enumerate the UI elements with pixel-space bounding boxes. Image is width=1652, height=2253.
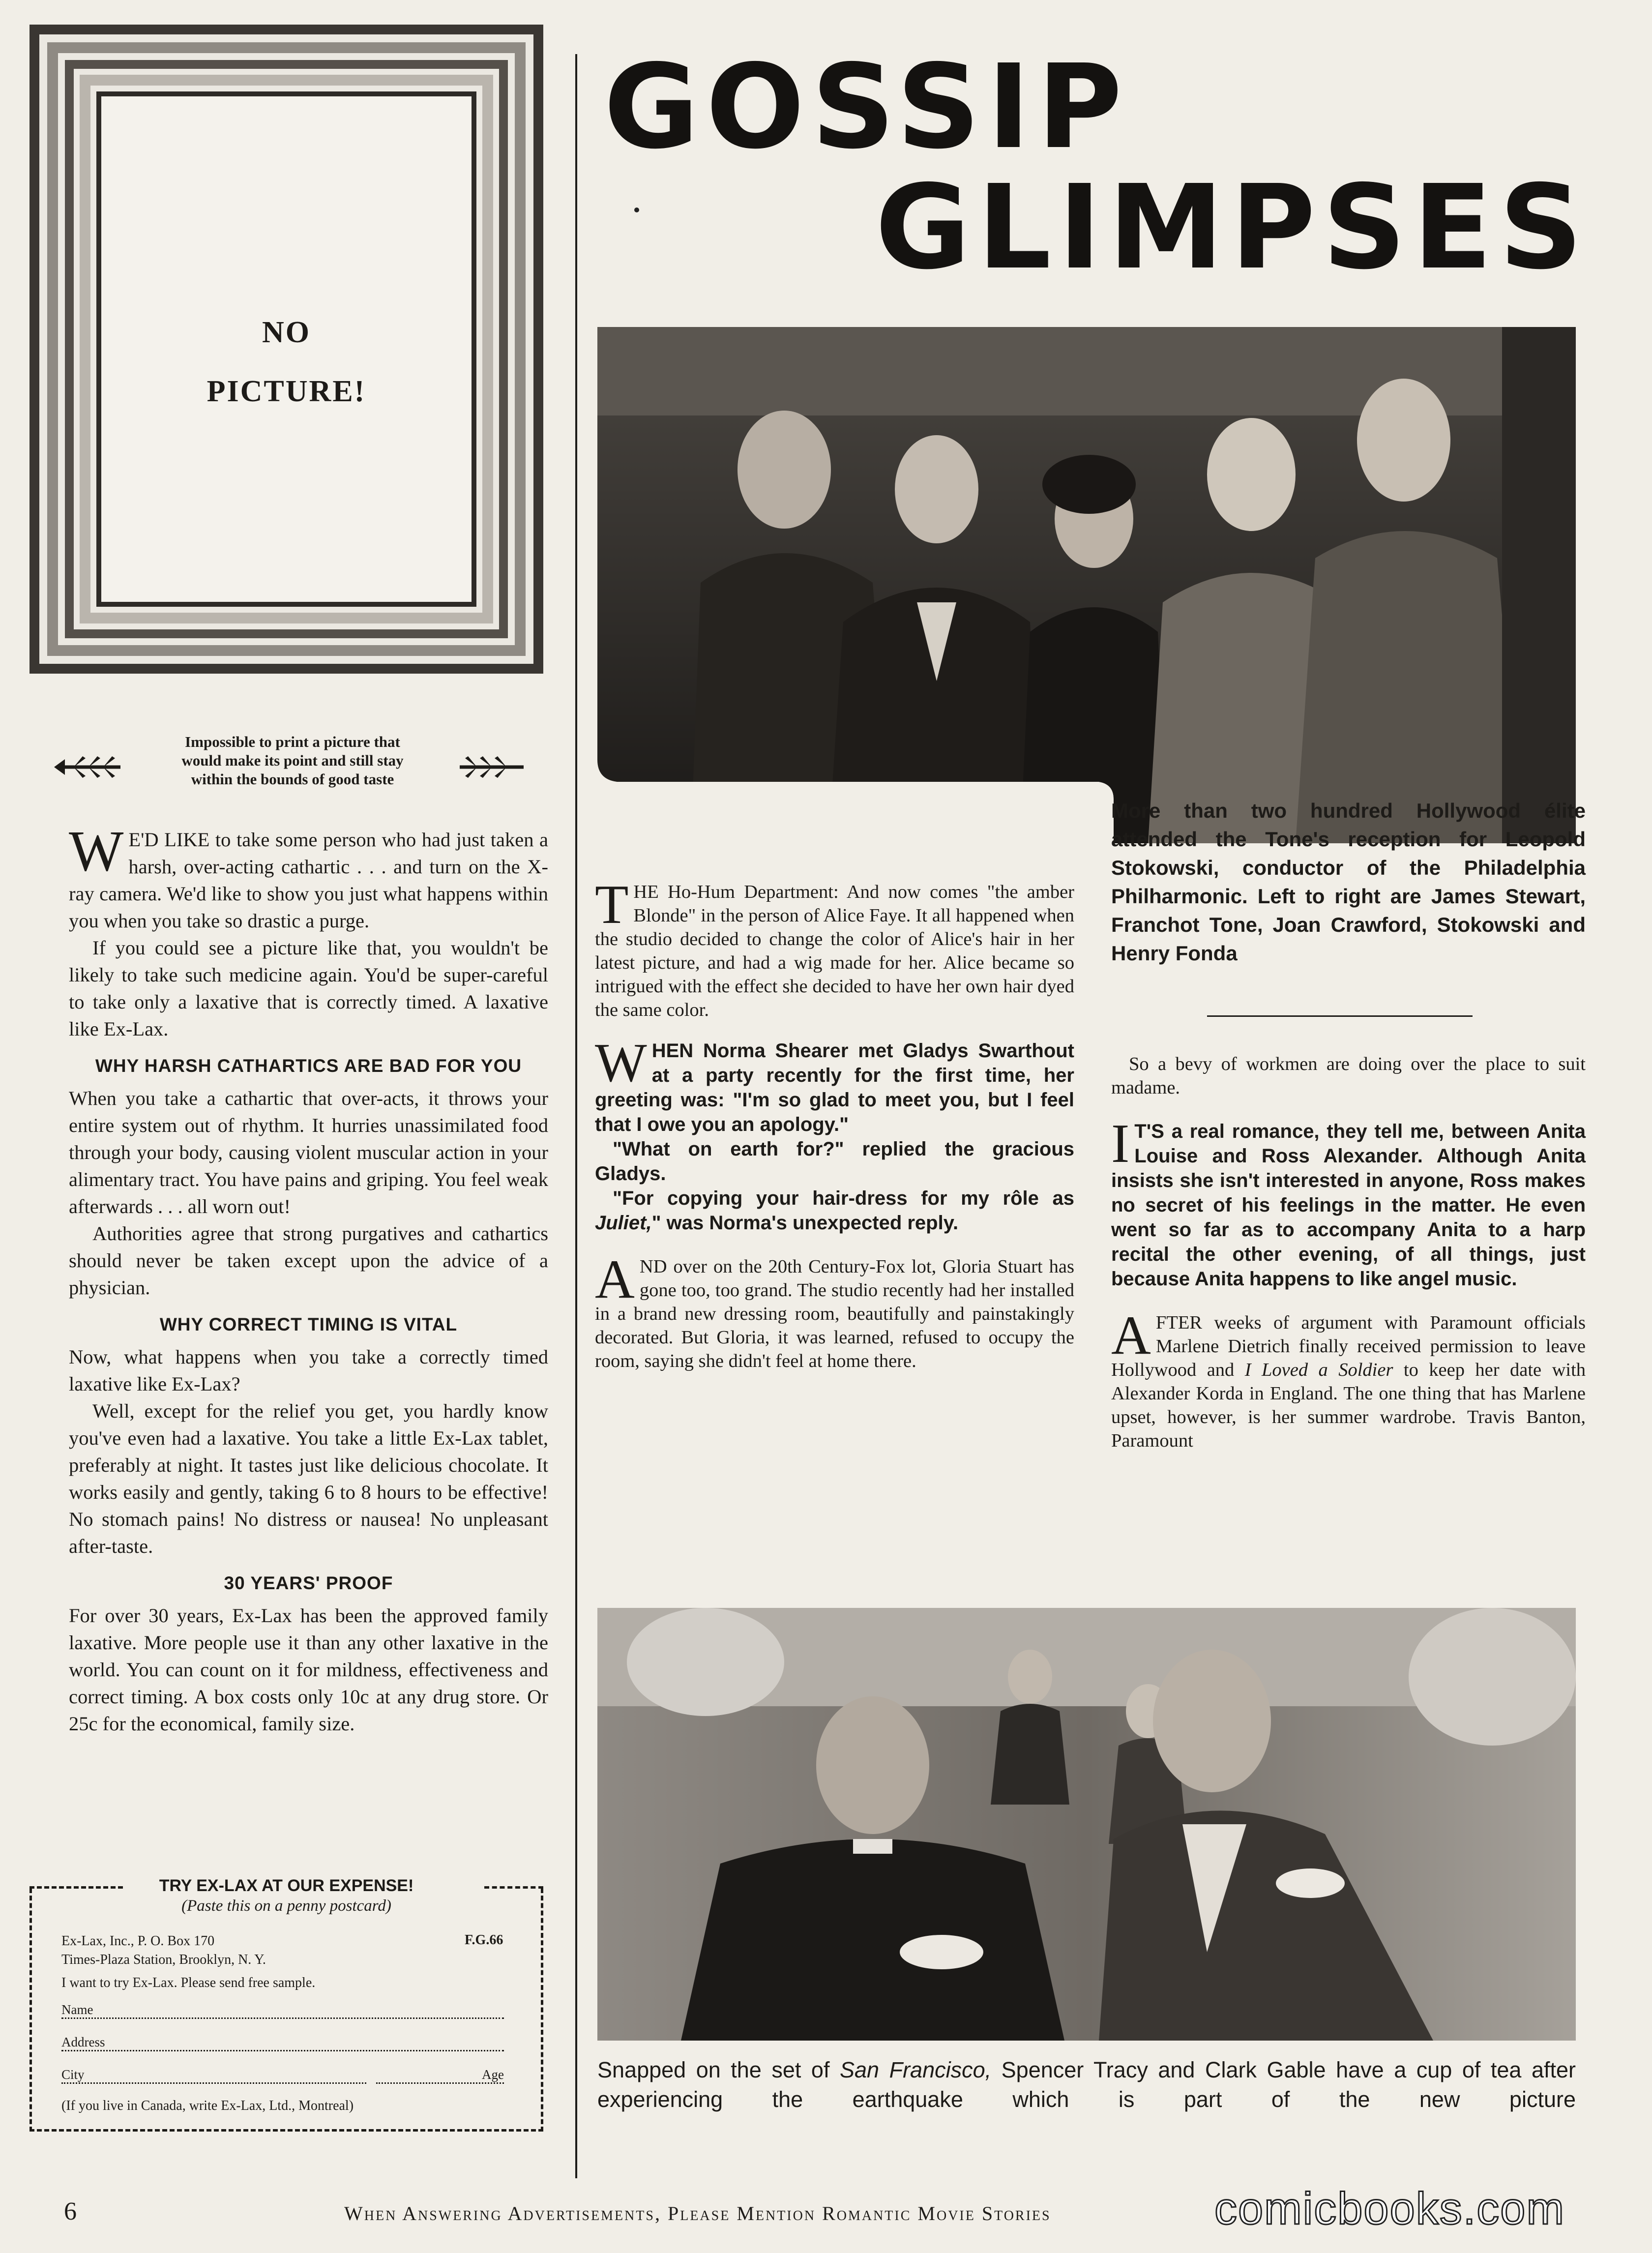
short-rule [1207,1015,1473,1017]
gossip-item: So a bevy of workmen are doing over the place to suit madame. [1111,1054,1586,1098]
coupon-subheading: (Paste this on a penny postcard) [181,1897,391,1915]
film-set-photo-caption: Snapped on the set of San Francisco, Spencer Tracy and Clark Gable have a cup of tea after experiencing the earthquake which is part of the new picture [597,2057,1576,2112]
ad-paragraph: Now, what happens when you take a correctly timed laxative like Ex-Lax? [69,1346,548,1395]
mail-in-coupon [30,1876,543,2132]
film-set-photo [597,1608,1576,2041]
ad-paragraph: When you take a cathartic that over-acts, it throws your entire system out of rhythm. It hurries unassimilated food through your body, causing violent muscular action in your alimentary tract. You have pains and griping. You feel weak afterwards . . . all worn out! [69,1087,548,1217]
coupon-age-field[interactable]: Age [376,2067,504,2084]
coupon-address-field[interactable]: Address [61,2035,504,2051]
coupon-address-line: Times-Plaza Station, Brooklyn, N. Y. [61,1952,266,1967]
coupon-address-line: Ex-Lax, Inc., P. O. Box 170 [61,1933,215,1949]
ad-paragraph: Authorities agree that strong purgatives and cathartics should never be taken except upon the advice of a physician. [69,1222,548,1299]
ad-subheading: WHY HARSH CATHARTICS ARE BAD FOR YOU [95,1056,522,1076]
page-number: 6 [64,2197,77,2225]
page-title-line-1: GOSSIP [604,39,1129,175]
footer-note: When Answering Advertisements, Please Mention Romantic Movie Stories [344,2202,1051,2224]
ad-subheading: 30 YEARS' PROOF [224,1573,393,1593]
column-divider [575,54,577,2178]
coupon-code: F.G.66 [465,1932,503,1948]
page-title-line-2: GLIMPSES [875,160,1590,295]
left-laurel-arrow-icon [54,752,123,782]
gossip-column-left [595,874,1074,1393]
watermark: comicbooks.com [1214,2184,1565,2234]
ad-subheading: WHY CORRECT TIMING IS VITAL [159,1314,458,1334]
gossip-item: AFTER weeks of argument with Paramount officials Marlene Dietrich finally received permission to leave Hollywood and I Loved a Soldier to keep her date with Alexander Korda in England. The one thing that has Marlene upset, however, is her summer wardrobe. Travis Banton, Paramount [1111,1305,1586,1451]
gossip-column-right [1111,1052,1586,1472]
ad-paragraph: If you could see a picture like that, you wouldn't be likely to take such medicine again. You'd be super-careful to take only a laxative that is correctly timed. A laxative like Ex-Lax. [69,937,548,1040]
ad-paragraph: Well, except for the relief you get, you hardly know you've even had a laxative. You take a little Ex-Lax tablet, preferably at night. It tastes just like delicious chocolate. It works easily and gently, taking 6 to 8 hours to be effective! No stomach pains! No distress or nausea! No unpleasant after-taste. [69,1400,548,1557]
coupon-city-field[interactable]: City [61,2067,366,2084]
gossip-item: WHEN Norma Shearer met Gladys Swarthout at a party recently for the first time, her greeting was: "I'm so glad to meet you, but I feel that I owe you an apology." "What on earth for?" replied the gracious Gladys. "For copying your hair-dress for my rôle as Juliet," was Norma's unexpected reply. [595,1033,1074,1234]
coupon-heading: TRY EX-LAX AT OUR EXPENSE! [32,1876,541,1896]
ad-paragraph: W E'D LIKE to take some person who had just taken a harsh, over-acting cathartic . . . and turn on the X-ray camera. We'd like to show you just what happens within you when you take so drastic a purge. [69,819,548,932]
right-laurel-arrow-icon [457,752,526,782]
empty-picture-frame [30,25,543,674]
ad-paragraph: For over 30 years, Ex-Lax has been the approved family laxative. More people use it than any other laxative in the world. You can count on it for mildness, effectiveness and correct timing. A box costs only 10c at any drug store. Or 25c for the economical, family size. [69,1604,548,1735]
gossip-item: I T'S a real romance, they tell me, between Anita Louise and Ross Alexander. Although Anita insists she isn't interested in anyone, Ross makes no secret of his feelings in the matter. He even went so far as to accompany Anita to a harp recital the other evening, of all things, just because Anita happens to like angel music. [1111,1113,1586,1290]
decorative-dot [634,208,639,212]
gossip-item: AND over on the 20th Century-Fox lot, Gloria Stuart has gone too, too grand. The studio recently had her installed in a brand new dressing room, beautifully and painstakingly decorated. But Gloria, it was learned, refused to occupy the room, saying she didn't feel at home there. [595,1249,1074,1371]
gossip-item: THE Ho-Hum Department: And now comes "the amber Blonde" in the person of Alice Faye. It all happened when the studio decided to change the color of Alice's hair in her latest picture, and had a wig made for her. Alice became so intrigued with the effect she decided to have her own hair dyed the same color. [595,874,1074,1020]
coupon-name-field[interactable]: Name [61,2002,504,2019]
reception-photo-caption: More than two hundred Hollywood élite attended the Tone's reception for Leopold Stokowski, conductor of the Philadelphia Philharmonic. Left to right are James Stewart, Franchot Tone, Joan Crawford, Stokowski and Henry Fonda [1111,799,1586,965]
reception-photo [597,327,1576,843]
frame-caption: Impossible to print a picture that would make its point and still stay within the bounds of good taste [59,733,526,792]
frame-text: NO PICTURE! [206,316,366,408]
coupon-canada-note: (If you live in Canada, write Ex-Lax, Ltd., Montreal) [61,2098,354,2113]
coupon-request: I want to try Ex-Lax. Please send free sample. [61,1975,316,1990]
ad-body [69,819,548,1737]
